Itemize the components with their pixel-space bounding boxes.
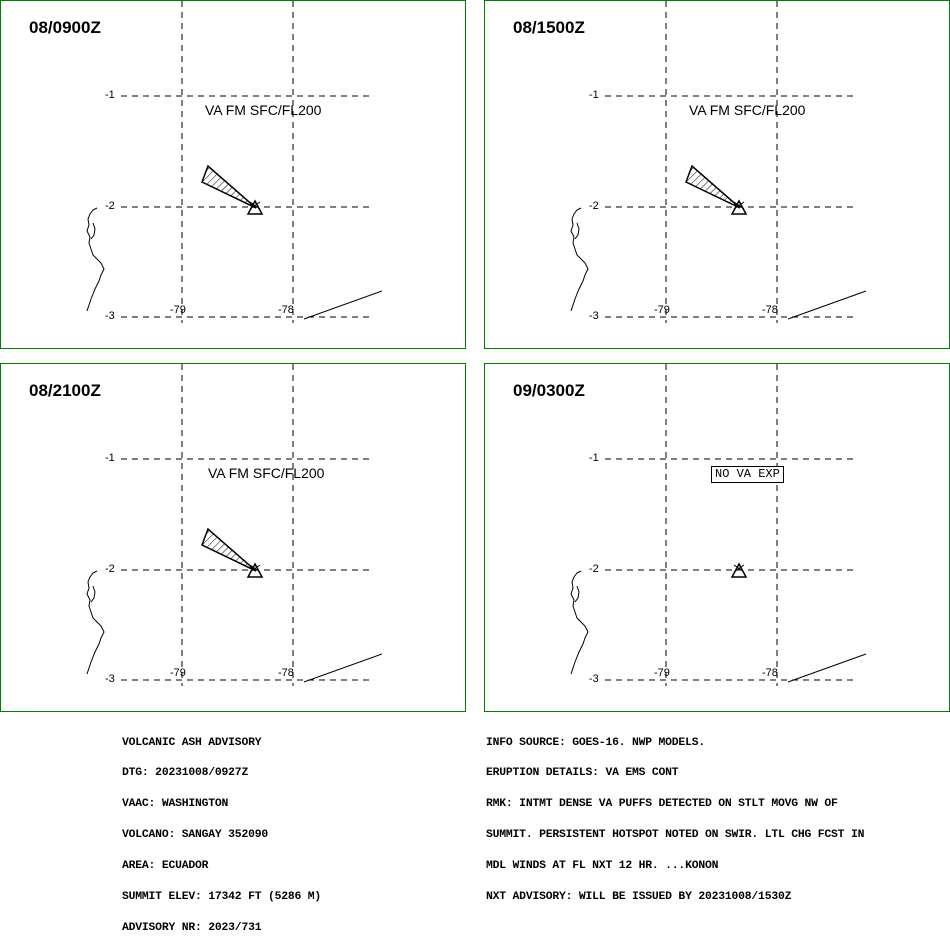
latitude-label: -3 (105, 673, 115, 685)
advisory-line: ERUPTION DETAILS: VA EMS CONT (486, 767, 679, 780)
ash-cloud-polygon (686, 166, 740, 208)
longitude-label: -79 (654, 304, 670, 316)
border-line (788, 291, 866, 319)
advisory-header-block (122, 717, 321, 944)
no-ash-expected-label: NO VA EXP (711, 466, 784, 483)
longitude-label: -78 (278, 667, 294, 679)
longitude-label: -79 (170, 667, 186, 679)
coastline-detail (91, 223, 95, 239)
coastline-detail (91, 586, 95, 602)
advisory-line: VAAC: WASHINGTON (122, 798, 229, 811)
latitude-label: -2 (105, 200, 115, 212)
latitude-label: -3 (589, 310, 599, 322)
advisory-line: VOLCANIC ASH ADVISORY (122, 736, 262, 749)
latitude-label: -3 (589, 673, 599, 685)
map-canvas (485, 364, 950, 713)
longitude-label: -79 (654, 667, 670, 679)
border-line (304, 654, 382, 682)
forecast-panel (484, 0, 950, 349)
forecast-panel (484, 363, 950, 712)
forecast-panel (0, 0, 466, 349)
ash-cloud-polygon (202, 166, 256, 208)
coastline (571, 208, 588, 311)
latitude-label: -1 (105, 452, 115, 464)
coastline (571, 571, 588, 674)
map-canvas (485, 1, 950, 350)
panel-valid-time: 08/0900Z (29, 18, 101, 37)
advisory-line: DTG: 20231008/0927Z (122, 767, 249, 780)
border-line (788, 654, 866, 682)
advisory-line: SUMMIT. PERSISTENT HOTSPOT NOTED ON SWIR. LTL CHG FCST IN (486, 829, 865, 842)
border-line (304, 291, 382, 319)
ash-cloud-polygon (202, 529, 256, 571)
coastline-detail (575, 223, 579, 239)
advisory-line: MDL WINDS AT FL NXT 12 HR. ...KONON (486, 860, 719, 873)
longitude-label: -78 (278, 304, 294, 316)
latitude-label: -1 (589, 452, 599, 464)
panel-valid-time: 08/2100Z (29, 381, 101, 400)
panel-valid-time: 09/0300Z (513, 381, 585, 400)
latitude-label: -1 (589, 89, 599, 101)
longitude-label: -79 (170, 304, 186, 316)
ash-cloud-label: VA FM SFC/FL200 (208, 465, 325, 481)
latitude-label: -2 (589, 200, 599, 212)
advisory-line: VOLCANO: SANGAY 352090 (122, 829, 268, 842)
latitude-label: -2 (105, 563, 115, 575)
panel-valid-time: 08/1500Z (513, 18, 585, 37)
advisory-line: SUMMIT ELEV: 17342 FT (5286 M) (122, 891, 322, 904)
latitude-label: -3 (105, 310, 115, 322)
map-canvas (1, 1, 467, 350)
coastline (87, 571, 104, 674)
ash-cloud-label: VA FM SFC/FL200 (205, 102, 322, 118)
advisory-line: AREA: ECUADOR (122, 860, 209, 873)
coastline-detail (575, 586, 579, 602)
advisory-line: NXT ADVISORY: WILL BE ISSUED BY 20231008/1530Z (486, 891, 792, 904)
advisory-remarks-block (486, 717, 864, 913)
ash-cloud-label: VA FM SFC/FL200 (689, 102, 806, 118)
advisory-line: ADVISORY NR: 2023/731 (122, 921, 262, 934)
latitude-label: -2 (589, 563, 599, 575)
latitude-label: -1 (105, 89, 115, 101)
longitude-label: -78 (762, 667, 778, 679)
map-canvas (1, 364, 467, 713)
forecast-panel (0, 363, 466, 712)
advisory-line: RMK: INTMT DENSE VA PUFFS DETECTED ON STLT MOVG NW OF (486, 798, 838, 811)
longitude-label: -78 (762, 304, 778, 316)
coastline (87, 208, 104, 311)
advisory-line: INFO SOURCE: GOES-16. NWP MODELS. (486, 736, 705, 749)
